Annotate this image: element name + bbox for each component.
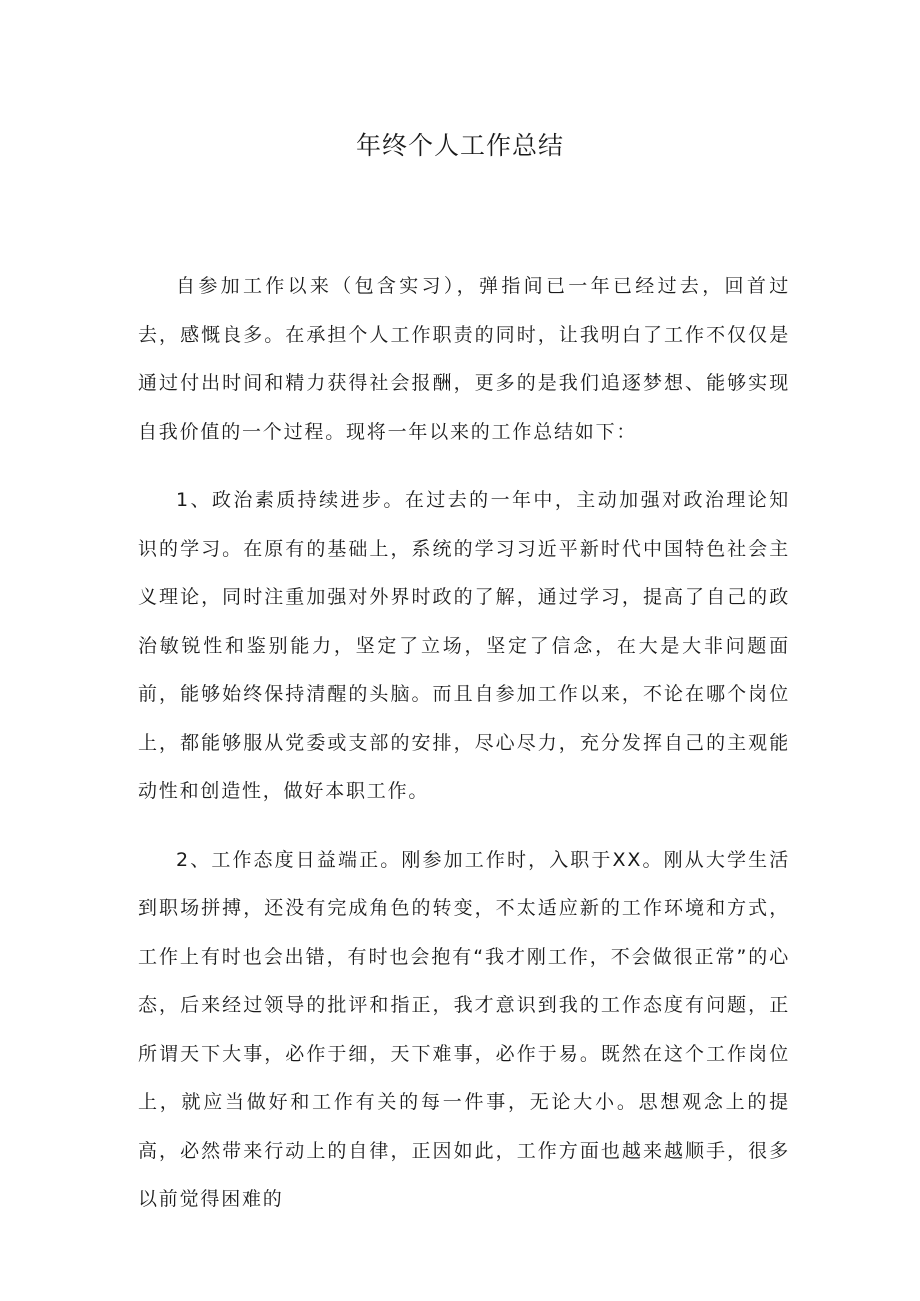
paragraph-work-attitude: 2、工作态度日益端正。刚参加工作时，入职于XX。刚从大学生活到职场拼搏，还没有完成角色的转变，不太适应新的工作环境和方式，工作上有时也会出错，有时也会抱有“我才刚工作，不会做很正常”的心态，后来经过领导的批评和指正，我才意识到我的工作态度有问题，正所谓天下大事，必作于细，天下难事，必作于易。既然在这个工作岗位上，就应当做好和工作有关的每一件事，无论大小。思想观念上的提高，必然带来行动上的自律，正因如此，工作方面也越来越顺手，很多以前觉得困难的 [138, 848, 790, 1210]
document-title: 年终个人工作总结 [355, 131, 564, 160]
paragraph-political-quality: 1、政治素质持续进步。在过去的一年中，主动加强对政治理论知识的学习。在原有的基础上，系统的学习习近平新时代中国特色社会主义理论，同时注重加强对外界时政的了解，通过学习，提高了自己的政治敏锐性和鉴别能力，坚定了立场，坚定了信念，在大是大非问题面前，能够始终保持清醒的头脑。而且自参加工作以来，不论在哪个岗位上，都能够服从党委或支部的安排，尽心尽力，充分发挥自己的主观能动性和创造性，做好本职工作。 [138, 489, 790, 802]
document-body [138, 262, 790, 1244]
paragraph-intro: 自参加工作以来（包含实习），弹指间已一年已经过去，回首过去，感慨良多。在承担个人工作职责的同时，让我明白了工作不仅仅是通过付出时间和精力获得社会报酬，更多的是我们追逐梦想、能够实现自我价值的一个过程。现将一年以来的工作总结如下： [138, 275, 790, 443]
